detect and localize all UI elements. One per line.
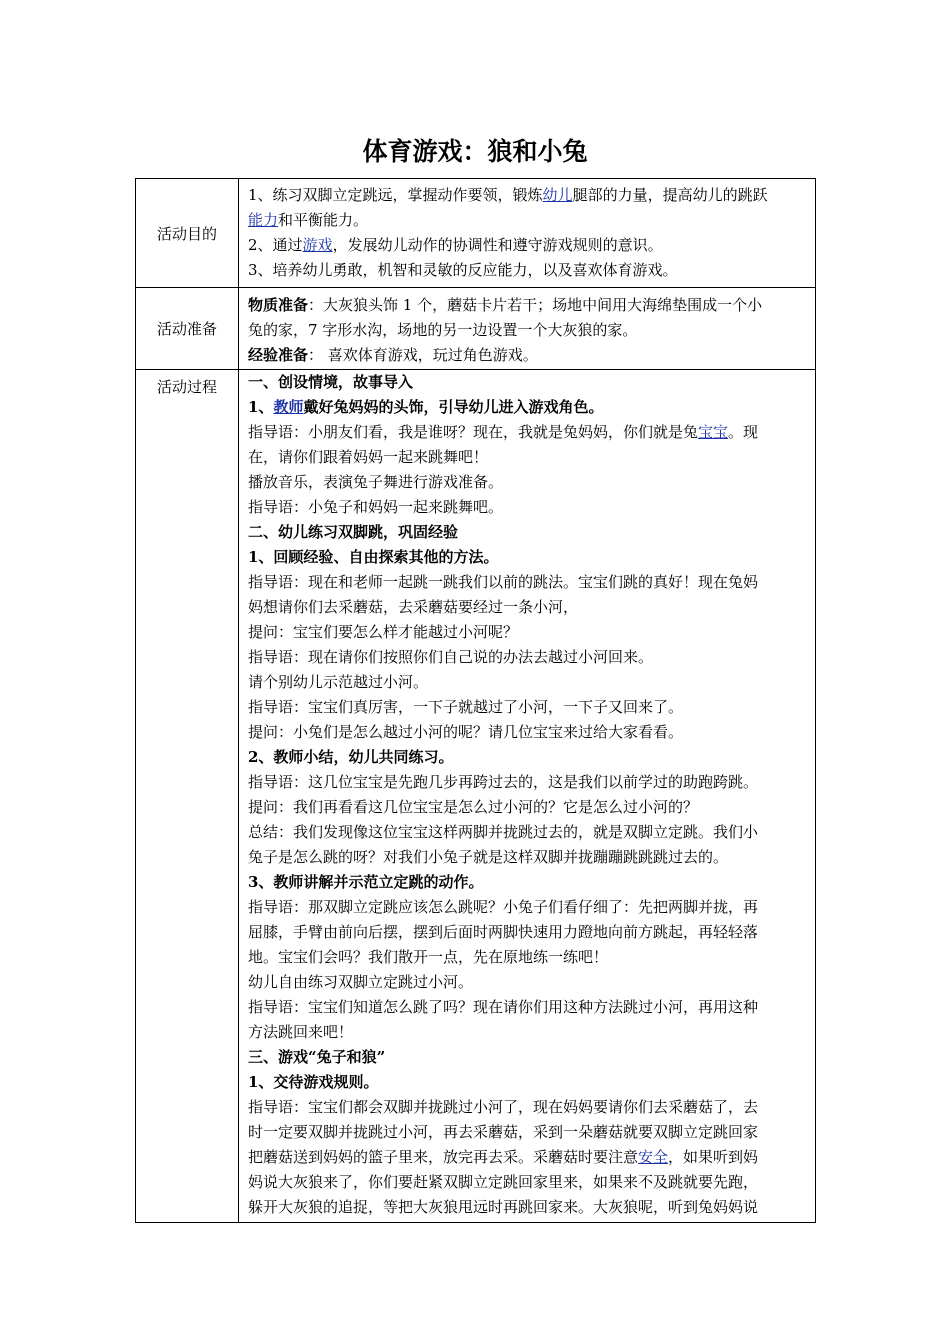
text-span: ：大灰狼头饰 1 个，蘑菇卡片若干；场地中间用大海绵垫围成一个小 xyxy=(308,296,763,314)
row-content xyxy=(239,370,816,1223)
row-content xyxy=(239,288,816,370)
text-line xyxy=(248,318,807,343)
text-span: 总结：我们发现像这位宝宝这样两脚并拢跳过去的，就是双脚立定跳。我们小 xyxy=(248,823,759,841)
text-span: 把蘑菇送到妈妈的篮子里来，放完再去采。采蘑菇时要注意 xyxy=(248,1148,639,1166)
text-line xyxy=(248,293,807,318)
text-span: 提问：我们再看看这几位宝宝是怎么过小河的？它是怎么过小河的？ xyxy=(248,798,699,816)
text-span: 腿部的力量，提高幼儿的跳跃 xyxy=(572,186,768,204)
table-row xyxy=(136,179,816,288)
text-span: 2、教师小结，幼儿共同练习。 xyxy=(248,748,454,766)
text-line xyxy=(248,1095,807,1120)
text-span: 3、培养幼儿勇敢，机智和灵敏的反应能力，以及喜欢体育游戏。 xyxy=(248,261,678,279)
text-span: 3、教师讲解并示范立定跳的动作。 xyxy=(248,873,484,891)
text-span: 提问：宝宝们要怎么样才能越过小河呢？ xyxy=(248,623,519,641)
keyword-link[interactable]: 宝宝 xyxy=(698,423,729,441)
text-line xyxy=(248,470,807,495)
text-line xyxy=(248,595,807,620)
text-span: 指导语：那双脚立定跳应该怎么跳呢？小兔子们看仔细了：先把两脚并拢，再 xyxy=(248,898,759,916)
text-span: 地。宝宝们会吗？我们散开一点，先在原地练一练吧！ xyxy=(248,948,609,966)
text-line xyxy=(248,995,807,1020)
text-span: 1、交待游戏规则。 xyxy=(248,1073,379,1091)
text-span: 指导语：宝宝们都会双脚并拢跳过小河了，现在妈妈要请你们去采蘑菇了，去 xyxy=(248,1098,759,1116)
row-label: 活动目的 xyxy=(136,179,239,288)
text-span: 经验准备 xyxy=(248,346,309,364)
text-span: 指导语：小朋友们看，我是谁呀？现在，我就是兔妈妈，你们就是兔 xyxy=(248,423,699,441)
text-line xyxy=(248,1120,807,1145)
text-line xyxy=(248,920,807,945)
text-line xyxy=(248,770,807,795)
text-line xyxy=(248,520,807,545)
text-line xyxy=(248,445,807,470)
text-line xyxy=(248,795,807,820)
text-line xyxy=(248,645,807,670)
text-line xyxy=(248,720,807,745)
text-line xyxy=(248,945,807,970)
text-span: 幼儿自由练习双脚立定跳过小河。 xyxy=(248,973,474,991)
text-span: 在，请你们跟着妈妈一起来跳舞吧！ xyxy=(248,448,489,466)
text-span: 躲开大灰狼的追捉，等把大灰狼甩远时再跳回家来。大灰狼呢，听到兔妈妈说 xyxy=(248,1198,759,1216)
text-span: 指导语：现在和老师一起跳一跳我们以前的跳法。宝宝们跳的真好！现在兔妈 xyxy=(248,573,759,591)
text-span: 指导语：这几位宝宝是先跑几步再跨过去的，这是我们以前学过的助跑跨跳。 xyxy=(248,773,759,791)
text-span: 妈说大灰狼来了，你们要赶紧双脚立定跳回家里来，如果来不及跳就要先跑， xyxy=(248,1173,759,1191)
text-line xyxy=(248,1020,807,1045)
text-line xyxy=(248,183,807,208)
text-span: 时一定要双脚并拢跳过小河，再去采蘑菇，采到一朵蘑菇就要双脚立定跳回家 xyxy=(248,1123,759,1141)
text-span: 1、回顾经验、自由探索其他的方法。 xyxy=(248,548,499,566)
text-line xyxy=(248,370,807,395)
text-line xyxy=(248,208,807,233)
text-span: ，发展幼儿动作的协调性和遵守游戏规则的意识。 xyxy=(332,236,663,254)
text-line xyxy=(248,1045,807,1070)
text-span: 指导语：现在请你们按照你们自己说的办法去越过小河回来。 xyxy=(248,648,654,666)
text-span: ，如果听到妈 xyxy=(668,1148,759,1166)
text-span: 兔子是怎么跳的呀？对我们小兔子就是这样双脚并拢蹦蹦跳跳跳过去的。 xyxy=(248,848,729,866)
text-line xyxy=(248,1195,807,1220)
text-span: 妈想请你们去采蘑菇，去采蘑菇要经过一条小河， xyxy=(248,598,579,616)
text-line xyxy=(248,1070,807,1095)
text-line xyxy=(248,745,807,770)
text-line xyxy=(248,545,807,570)
row-content xyxy=(239,179,816,288)
text-line xyxy=(248,420,807,445)
table-row xyxy=(136,288,816,370)
keyword-link[interactable]: 游戏 xyxy=(302,236,333,254)
text-span: ： 喜欢体育游戏，玩过角色游戏。 xyxy=(308,346,538,364)
text-span: 请个别幼儿示范越过小河。 xyxy=(248,673,429,691)
text-line xyxy=(248,845,807,870)
text-span: 1、 xyxy=(248,398,274,416)
text-line xyxy=(248,343,807,368)
text-span: 三、游戏“兔子和狼” xyxy=(248,1048,386,1066)
table-row xyxy=(136,370,816,1223)
text-span: 指导语：宝宝们知道怎么跳了吗？现在请你们用这种方法跳过小河，再用这种 xyxy=(248,998,759,1016)
text-line xyxy=(248,895,807,920)
text-span: 方法跳回来吧！ xyxy=(248,1023,354,1041)
text-span: 2、通过 xyxy=(248,236,303,254)
text-span: 屈膝，手臂由前向后摆，摆到后面时两脚快速用力蹬地向前方跳起，再轻轻落 xyxy=(248,923,759,941)
text-span: 物质准备 xyxy=(248,296,309,314)
text-line xyxy=(248,495,807,520)
text-span: 指导语：宝宝们真厉害，一下子就越过了小河，一下子又回来了。 xyxy=(248,698,684,716)
text-line xyxy=(248,233,807,258)
keyword-link[interactable]: 幼儿 xyxy=(542,186,573,204)
text-span: 一、创设情境，故事导入 xyxy=(248,373,414,391)
text-span: 二、幼儿练习双脚跳，巩固经验 xyxy=(248,523,459,541)
keyword-link[interactable]: 教师 xyxy=(273,398,304,416)
text-line xyxy=(248,258,807,283)
text-span: 1、练习双脚立定跳远，掌握动作要领，锻炼 xyxy=(248,186,543,204)
text-line xyxy=(248,395,807,420)
text-span: 指导语：小兔子和妈妈一起来跳舞吧。 xyxy=(248,498,504,516)
text-span: 。现 xyxy=(728,423,759,441)
text-span: 兔的家，7 字形水沟，场地的另一边设置一个大灰狼的家。 xyxy=(248,321,638,339)
text-line xyxy=(248,820,807,845)
row-label: 活动准备 xyxy=(136,288,239,370)
text-line xyxy=(248,570,807,595)
text-span: 提问：小兔们是怎么越过小河的呢？请几位宝宝来过给大家看看。 xyxy=(248,723,684,741)
keyword-link[interactable]: 能力 xyxy=(248,211,279,229)
keyword-link[interactable]: 安全 xyxy=(638,1148,669,1166)
text-line xyxy=(248,695,807,720)
activity-table xyxy=(135,178,816,1223)
text-line xyxy=(248,870,807,895)
text-line xyxy=(248,670,807,695)
text-line xyxy=(248,970,807,995)
text-span: 播放音乐，表演兔子舞进行游戏准备。 xyxy=(248,473,504,491)
text-line xyxy=(248,1170,807,1195)
row-label: 活动过程 xyxy=(136,370,239,1223)
text-span: 戴好兔妈妈的头饰，引导幼儿进入游戏角色。 xyxy=(303,398,604,416)
page-title: 体育游戏：狼和小兔 xyxy=(362,137,588,166)
text-line xyxy=(248,620,807,645)
text-line xyxy=(248,1145,807,1170)
text-span: 和平衡能力。 xyxy=(278,211,369,229)
